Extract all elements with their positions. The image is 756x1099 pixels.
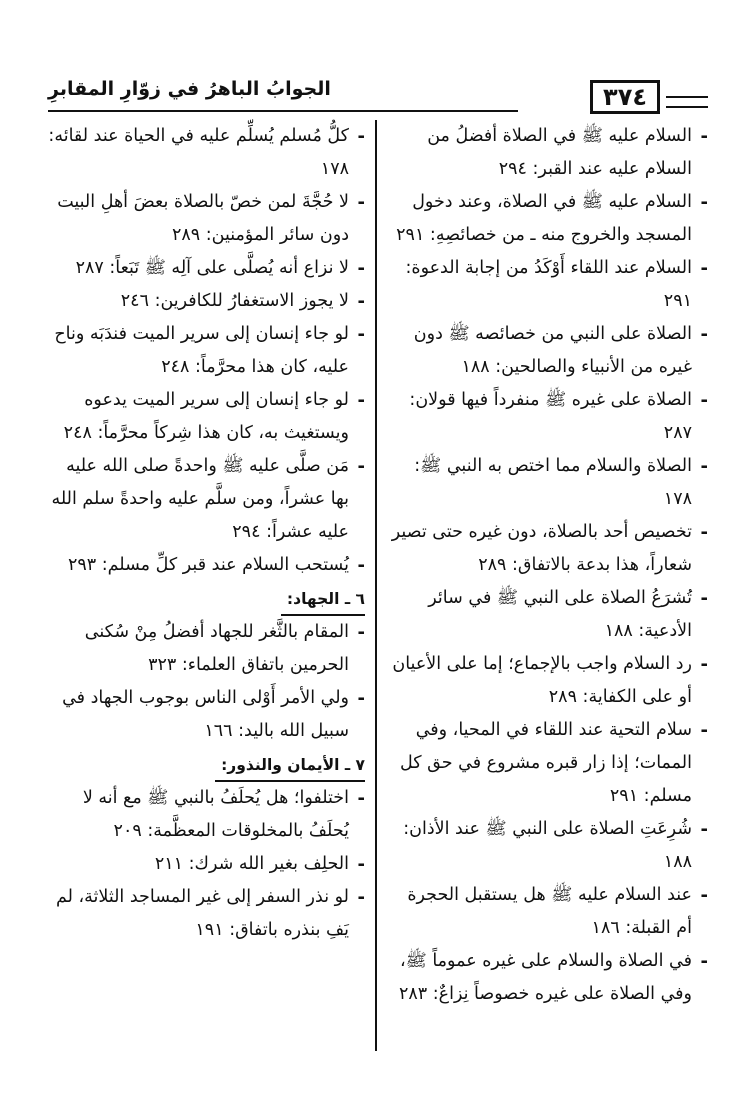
entry-page-reference: ٢٤٨ [63, 423, 92, 443]
entry-text: يُستحب السلام عند قبر كلِّ مسلم: [101, 555, 349, 575]
entry-text: الصلاة على النبي من خصائصه ﷺ دون غيره من الأنبياء والصالحين: [413, 324, 692, 377]
entry-page-reference: ١٧٨ [663, 489, 692, 509]
book-title: الجوابُ الباهرُ في زوّارِ المقابرِ [48, 78, 331, 100]
entry-bullet: - [700, 951, 708, 972]
entry-bullet: - [700, 720, 708, 741]
entry-text: لو نذر السفر إلى غير المساجد الثلاثة، لم يَفِ بنذره باتفاق: [55, 887, 349, 940]
entry-bullet: - [700, 819, 708, 840]
entry-text: الصلاة والسلام مما اختص به النبي ﷺ: [414, 456, 692, 476]
index-entry [48, 782, 365, 848]
right-column [375, 120, 708, 1051]
entry-bullet: - [700, 522, 708, 543]
entry-page-reference: ١٩١ [195, 920, 224, 940]
index-entry [387, 450, 708, 516]
index-entry [48, 881, 365, 947]
entry-bullet: - [357, 788, 365, 809]
entry-bullet: - [357, 555, 365, 576]
index-entry [48, 252, 365, 285]
entry-text: الحلِف بغير الله شرك: [188, 854, 349, 874]
entry-page-reference: ١٨٨ [604, 621, 633, 641]
index-entry [48, 120, 365, 186]
entry-text: لا حُجَّةَ لمن خصّ بالصلاة بعضَ أهلِ البيت دون سائر المؤمنين: [57, 192, 349, 245]
entry-page-reference: ٢٨٧ [663, 423, 692, 443]
entry-page-reference: ١٨٨ [461, 357, 490, 377]
index-entry [387, 879, 708, 945]
entry-bullet: - [700, 588, 708, 609]
index-entry [387, 945, 708, 1011]
entry-text: في الصلاة والسلام على غيره عموماً ﷺ، وفي الصلاة على غيره خصوصاً نِزاعٌ: [399, 951, 692, 1004]
entry-page-reference: ١٨٦ [591, 918, 620, 938]
index-entry [387, 120, 708, 186]
index-entry [48, 549, 365, 582]
index-entry [48, 450, 365, 549]
index-entry [48, 384, 365, 450]
entry-bullet: - [700, 324, 708, 345]
entry-text: عند السلام عليه ﷺ هل يستقبل الحجرة أم القبلة: [407, 885, 692, 938]
header-ornament-lines [666, 96, 708, 108]
entry-page-reference: ٢٤٦ [120, 291, 149, 311]
entry-bullet: - [357, 887, 365, 908]
entry-text: لو جاء إنسان إلى سرير الميت يدعوه ويستغيث به، كان هذا شِركاً محرَّماً: [84, 390, 349, 443]
section-heading-oaths-vows: ٧ ـ الأيمان والنذور: [215, 750, 365, 782]
entry-page-reference: ١٧٨ [320, 159, 349, 179]
index-entry [387, 318, 708, 384]
entry-bullet: - [357, 291, 365, 312]
index-entry [387, 648, 708, 714]
page-number-box [590, 80, 660, 114]
entry-text: رد السلام واجب بالإجماع؛ إما على الأعيان أو على الكفاية: [392, 654, 692, 707]
index-entry [387, 186, 708, 252]
entry-page-reference: ٢٨٧ [75, 258, 104, 278]
entry-page-reference: ٢٩١ [609, 786, 639, 806]
entry-text: لا نزاع أنه يُصلَّى على آلِه ﷺ تَبَعاً: [109, 258, 349, 278]
index-entry [48, 318, 365, 384]
entry-page-reference: ٢٩١ [663, 291, 692, 311]
entry-text: تخصيص أحد بالصلاة، دون غيره حتى تصير شعاراً، هذا بدعة بالاتفاق: [391, 522, 692, 575]
entry-bullet: - [357, 192, 365, 213]
entry-bullet: - [357, 622, 365, 643]
entry-page-reference: ٢٨٩ [478, 555, 507, 575]
index-columns [48, 120, 708, 1051]
entry-bullet: - [700, 456, 708, 477]
left-column [48, 120, 375, 1051]
entry-bullet: - [700, 258, 708, 279]
entry-page-reference: ٢٩٤ [498, 159, 527, 179]
entry-bullet: - [357, 390, 365, 411]
entry-bullet: - [700, 654, 708, 675]
section-heading-jihad: ٦ ـ الجهاد: [281, 584, 365, 616]
index-entry [387, 516, 708, 582]
entry-page-reference: ٢٨٩ [171, 225, 201, 245]
index-entry [387, 813, 708, 879]
entry-page-reference: ٢٨٣ [398, 984, 428, 1004]
entry-page-reference: ٢٩١ [396, 225, 425, 245]
entry-bullet: - [357, 324, 365, 345]
entry-page-reference: ١٦٦ [204, 721, 233, 741]
entry-text: ولي الأمر أَوْلى الناس بوجوب الجهاد في سبيل الله باليد: [62, 688, 349, 741]
entry-text: الصلاة على غيره ﷺ منفرداً فيها قولان: [409, 390, 692, 410]
header-rule [48, 110, 518, 112]
entry-page-reference: ٢٤٨ [161, 357, 190, 377]
entry-text: شُرِعَتِ الصلاة على النبي ﷺ عند الأذان: [403, 819, 692, 839]
page-number: ٣٧٤ [603, 83, 647, 111]
entry-bullet: - [357, 456, 365, 477]
index-entry [48, 616, 365, 682]
entry-text: السلام عند اللقاء أَوْكَدُ من إجابة الدعوة: [405, 258, 692, 278]
entry-bullet: - [357, 258, 365, 279]
entry-text: السلام عليه ﷺ في الصلاة أفضلُ من السلام عليه عند القبر: [427, 126, 692, 179]
entry-text: كلُّ مُسلم يُسلِّم عليه في الحياة عند لقائه: [48, 126, 349, 146]
entry-page-reference: ٢٩٤ [232, 522, 261, 542]
index-entry [387, 384, 708, 450]
entry-page-reference: ١٨٨ [663, 852, 692, 872]
entry-text: لو جاء إنسان إلى سرير الميت فندَبَه وناح عليه، كان هذا محرَّماً: [54, 324, 349, 377]
entry-page-reference: ٢٨٩ [548, 687, 577, 707]
running-header [48, 62, 708, 114]
entry-text: اختلفوا؛ هل يُحلَفُ بالنبي ﷺ مع أنه لا يُحلَفُ بالمخلوقات المعظَّمة: [82, 788, 349, 841]
index-entry [387, 582, 708, 648]
index-entry [387, 252, 708, 318]
entry-page-reference: ٢١١ [154, 854, 184, 874]
index-entry [387, 714, 708, 813]
entry-page-reference: ٢٩٣ [67, 555, 97, 575]
index-entry [48, 848, 365, 881]
entry-bullet: - [700, 192, 708, 213]
entry-bullet: - [357, 854, 365, 875]
entry-text: السلام عليه ﷺ في الصلاة، وعند دخول المسجد والخروج منه ـ من خصائصِهِ: [412, 192, 692, 245]
entry-text: المقام بالثَّغر للجهاد أفضلُ مِنْ سُكنى الحرمين باتفاق العلماء: [84, 622, 349, 675]
entry-text: لا يجوز الاستغفارُ للكافرين: [154, 291, 349, 311]
entry-bullet: - [700, 885, 708, 906]
entry-text: تُشرَعُ الصلاة على النبي ﷺ في سائر الأدعية: [428, 588, 692, 641]
entry-bullet: - [357, 126, 365, 147]
entry-text: مَن صلَّى عليه ﷺ واحدةً صلى الله عليه بها عشراً، ومن سلَّم عليه واحدةً سلم الله عليه عشراً: [51, 456, 349, 542]
index-entry [48, 285, 365, 318]
entry-page-reference: ٢٠٩ [113, 821, 142, 841]
index-entry [48, 186, 365, 252]
entry-text: سلام التحية عند اللقاء في المحيا، وفي الممات؛ إذا زار قبره مشروع في حق كل مسلم: [400, 720, 692, 806]
index-entry [48, 682, 365, 748]
entry-bullet: - [700, 390, 708, 411]
entry-page-reference: ٣٢٣ [148, 655, 177, 675]
entry-bullet: - [700, 126, 708, 147]
entry-bullet: - [357, 688, 365, 709]
